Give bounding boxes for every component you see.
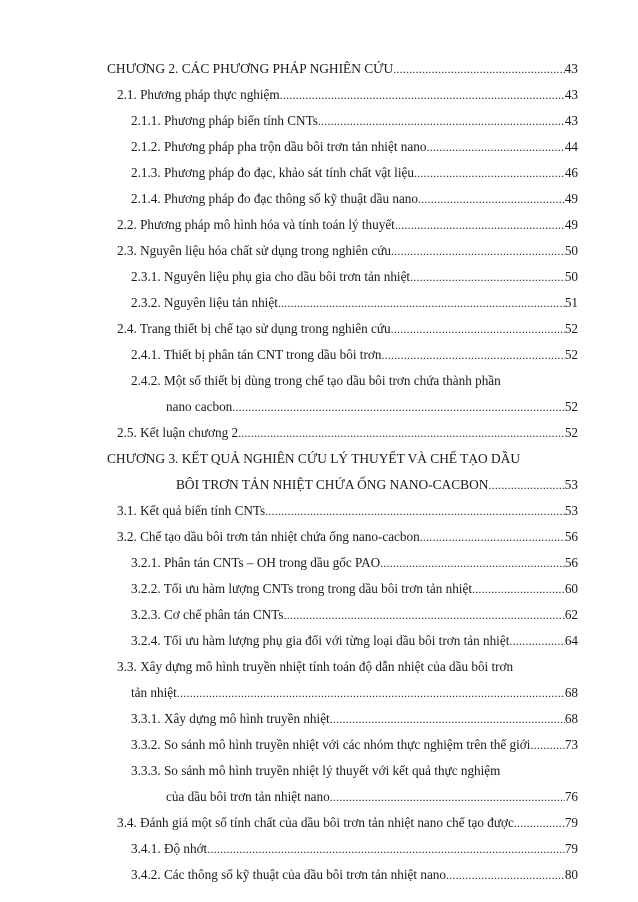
toc-leader-dots [488,474,564,496]
toc-entry [131,188,578,210]
toc-entry-title: CHƯƠNG 2. CÁC PHƯƠNG PHÁP NGHIÊN CỨU [107,61,394,76]
toc-entry [166,396,578,418]
toc-entry-title: 3.2.2. Tối ưu hàm lượng CNTs trong trong dầu bôi trơn tản nhiệt [131,581,472,596]
toc-entry-title: 3.2.3. Cơ chế phân tán CNTs [131,607,284,622]
toc-entry [117,318,578,340]
toc-leader-dots [265,500,565,522]
toc-entry-title: 3.4.2. Các thông số kỹ thuật của dầu bôi trơn tản nhiệt nano [131,867,446,882]
toc-leader-dots [395,214,565,236]
toc-entry-title: 2.4.2. Một số thiết bị dùng trong chế tạo dầu bôi trơn chứa thành phần [131,373,501,388]
toc-entry-title: CHƯƠNG 3. KẾT QUẢ NGHIÊN CỨU LÝ THUYẾT VÀ CHẾ TẠO DẦU [107,451,521,466]
toc-page-number: 52 [564,399,578,414]
toc-entry [117,240,578,262]
toc-leader-dots [381,344,564,366]
toc-page-number: 43 [564,87,578,102]
toc-leader-dots [420,526,565,548]
toc-leader-dots [410,266,565,288]
toc-entry [131,682,578,704]
toc-page-number: 53 [564,503,578,518]
toc-entry-title: 3.3. Xây dựng mô hình truyền nhiệt tính toán độ dẫn nhiệt của dầu bôi trơn [117,659,514,674]
toc-leader-dots [391,240,565,262]
toc-entry [117,526,578,548]
toc-page-number: 56 [564,555,578,570]
toc-page-number: 68 [564,711,578,726]
toc-entry-title: 2.4. Trang thiết bị chế tạo sử dụng trong nghiên cứu [117,321,391,336]
toc-entry [131,838,578,860]
toc-leader-dots [207,838,565,860]
toc-entry-chapter-3 [107,448,578,470]
toc-entry-title: 2.1.4. Phương pháp đo đạc thông số kỹ thuật dầu nano [131,191,418,206]
toc-leader-dots [414,162,565,184]
toc-entry [117,812,578,834]
toc-entry [131,110,578,132]
toc-leader-dots [514,812,565,834]
toc-entry [131,708,578,730]
toc-entry-title: 3.2.1. Phân tán CNTs – OH trong dầu gốc PAO [131,555,381,570]
toc-entry-title: 2.1.2. Phương pháp pha trộn dầu bôi trơn tản nhiệt nano [131,139,427,154]
toc-leader-dots [530,734,564,756]
toc-leader-dots [232,396,565,418]
toc-entry [131,266,578,288]
toc-entry-title: 3.2.4. Tối ưu hàm lượng phụ gia đối với từng loại dầu bôi trơn tản nhiệt [131,633,510,648]
toc-entry [131,578,578,600]
toc-entry-title: BÔI TRƠN TẢN NHIỆT CHỨA ỐNG NANO-CACBON [176,477,489,492]
toc-entry-title: 3.2. Chế tạo dầu bôi trơn tản nhiệt chứa ống nano-cacbon [117,529,420,544]
toc-page-number: 79 [564,841,578,856]
toc-entry-title: 2.1. Phương pháp thực nghiệm [117,87,280,102]
toc-entry-title: tản nhiệt [131,685,177,700]
toc-entry-title: 2.4.1. Thiết bị phân tán CNT trong dầu bôi trơn [131,347,382,362]
toc-entry [131,864,578,886]
toc-leader-dots [177,682,565,704]
toc-page-number: 80 [564,867,578,882]
toc-entry [166,786,578,808]
toc-entry [131,604,578,626]
toc-page-number: 79 [564,815,578,830]
toc-entry-title: 2.3.2. Nguyên liệu tản nhiệt [131,295,278,310]
toc-entry-title: 2.1.1. Phương pháp biến tính CNTs [131,113,318,128]
toc-leader-dots [318,110,565,132]
toc-page-number: 62 [564,607,578,622]
toc-page-number: 52 [564,347,578,362]
toc-entry [131,630,578,652]
toc-page-number: 68 [564,685,578,700]
toc-page-number: 53 [564,477,578,492]
toc-entry-title: 3.4.1. Độ nhớt [131,841,208,856]
toc-page-number: 52 [564,321,578,336]
toc-leader-dots [446,864,565,886]
toc-entry [176,474,578,496]
toc-entry-title: 3.3.1. Xây dựng mô hình truyền nhiệt [131,711,330,726]
toc-leader-dots [418,188,565,210]
toc-page-number: 56 [564,529,578,544]
toc-entry-continued [131,370,578,392]
toc-entry-title: 2.3. Nguyên liệu hóa chất sử dụng trong nghiên cứu [117,243,391,258]
toc-entry [131,552,578,574]
toc-page-number: 60 [564,581,578,596]
toc-entry-title: 3.3.3. So sánh mô hình truyền nhiệt lý thuyết với kết quả thực nghiệm [131,763,501,778]
toc-leader-dots [509,630,564,652]
toc-entry-title: 3.4. Đánh giá một số tính chất của dầu bôi trơn tản nhiệt nano chế tạo được [117,815,514,830]
toc-entry [131,292,578,314]
toc-entry [131,162,578,184]
toc-page-number: 50 [564,243,578,258]
toc-entry-title: 3.1. Kết quả biến tính CNTs [117,503,266,518]
toc-page-number: 51 [564,295,578,310]
toc-leader-dots [278,292,565,314]
toc-page-number: 76 [564,789,578,804]
toc-entry-continued [117,656,578,678]
toc-entry-title: 2.2. Phương pháp mô hình hóa và tính toán lý thuyết [117,217,395,232]
toc-entry-title: 2.1.3. Phương pháp đo đạc, khảo sát tính chất vật liệu [131,165,414,180]
toc-entry [131,344,578,366]
toc-entry [117,500,578,522]
toc-entry [117,84,578,106]
toc-entry-title: 3.3.2. So sánh mô hình truyền nhiệt với các nhóm thực nghiệm trên thế giới [131,737,531,752]
toc-leader-dots [426,136,564,158]
toc-entry-title: 2.5. Kết luận chương 2 [117,425,239,440]
toc-entry-chapter-2 [107,58,578,80]
toc-leader-dots [238,422,565,444]
toc-leader-dots [391,318,565,340]
toc-entry-title: của dầu bôi trơn tản nhiệt nano [166,789,330,804]
toc-entry [117,422,578,444]
toc-leader-dots [284,604,565,626]
toc-entry [131,136,578,158]
toc-leader-dots [280,84,565,106]
toc-entry-title: 2.3.1. Nguyên liệu phụ gia cho dầu bôi trơn tản nhiệt [131,269,411,284]
toc-leader-dots [472,578,565,600]
toc-leader-dots [393,58,564,80]
toc-entry [131,734,578,756]
toc-page-number: 49 [564,191,578,206]
toc-page-number: 50 [564,269,578,284]
toc-page-number: 46 [564,165,578,180]
toc-leader-dots [330,786,565,808]
toc-page-number: 52 [564,425,578,440]
toc-leader-dots [380,552,565,574]
toc-entry-continued [131,760,578,782]
toc-page-number: 43 [564,113,578,128]
toc-page-number: 49 [564,217,578,232]
toc-entry-title: nano cacbon [166,399,233,414]
toc-leader-dots [330,708,565,730]
toc-entry [117,214,578,236]
toc-page-number: 44 [564,139,578,154]
toc-page-number: 73 [564,737,578,752]
toc-page-number: 43 [564,61,578,76]
toc-page-number: 64 [564,633,578,648]
